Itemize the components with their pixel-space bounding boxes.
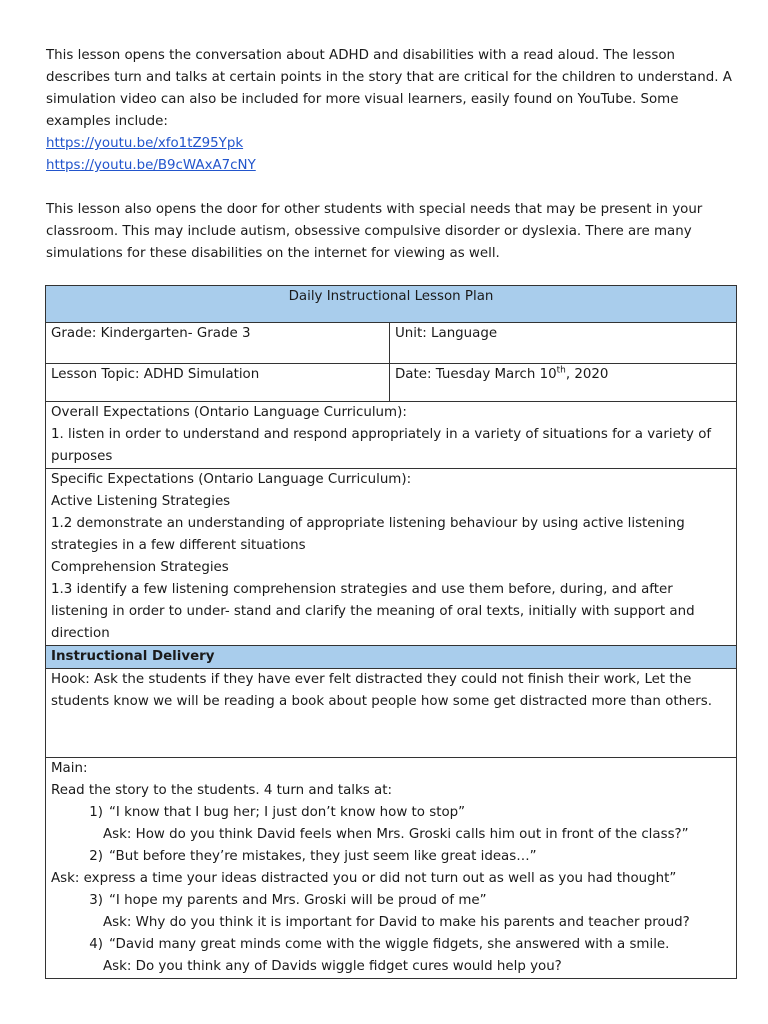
date-suffix: , 2020 — [565, 367, 609, 382]
item-ask: Ask: Why do you think it is important for David to make his parents and teacher proud? — [103, 915, 690, 930]
instructional-delivery-heading: Instructional Delivery — [46, 646, 737, 669]
main-cell — [46, 758, 737, 979]
list-item: 1) “I know that I bug her; I just don’t know how to stop” — [89, 805, 466, 820]
list-item: 3) “I hope my parents and Mrs. Groski will be proud of me” — [89, 893, 487, 908]
item-quote: “But before they’re mistakes, they just seem like great ideas…” — [109, 849, 537, 864]
overall-expectations-cell — [46, 402, 737, 469]
date-superscript: th — [556, 365, 566, 376]
grade-cell: Grade: Kindergarten- Grade 3 — [46, 323, 390, 364]
date-prefix: Date: Tuesday March 10 — [395, 367, 557, 382]
item-ask: Ask: express a time your ideas distracted you or did not turn out as well as you had thought” — [51, 871, 677, 886]
specific-heading: Specific Expectations (Ontario Language Curriculum): — [51, 472, 412, 487]
lesson-plan-table — [45, 285, 737, 979]
list-item: 2) “But before they’re mistakes, they just seem like great ideas…” — [89, 849, 537, 864]
hook-cell — [46, 669, 737, 758]
item-quote: “I hope my parents and Mrs. Groski will be proud of me” — [109, 893, 487, 908]
hook-text: Hook: Ask the students if they have ever felt distracted they could not finish their work, Let the students know we will be reading a book about people how some get distracted more than others. — [51, 672, 713, 709]
specific-expectations-cell — [46, 469, 737, 646]
item-ask: Ask: How do you think David feels when Mrs. Groski calls him out in front of the class?” — [103, 827, 689, 842]
intro-section — [46, 45, 736, 265]
youtube-link-2[interactable]: https://youtu.be/B9cWAxA7cNY — [46, 158, 256, 173]
date-cell — [390, 364, 737, 402]
topic-cell: Lesson Topic: ADHD Simulation — [46, 364, 390, 402]
item-quote: “I know that I bug her; I just don’t know how to stop” — [109, 805, 466, 820]
item-quote: “David many great minds come with the wiggle fidgets, she answered with a smile. — [109, 937, 670, 952]
overall-heading: Overall Expectations (Ontario Language Curriculum): — [51, 405, 407, 420]
intro-paragraph-2: This lesson also opens the door for other students with special needs that may be present in your classroom. This may include autism, obsessive compulsive disorder or dyslexia. There are many simulations for these disabilities on the internet for viewing as well. — [46, 202, 703, 261]
main-label: Main: — [51, 761, 88, 776]
unit-cell: Unit: Language — [390, 323, 737, 364]
item-ask: Ask: Do you think any of Davids wiggle fidget cures would help you? — [103, 959, 562, 974]
main-intro: Read the story to the students. 4 turn and talks at: — [51, 783, 392, 798]
specific-subheading-2: Comprehension Strategies — [51, 560, 229, 575]
intro-paragraph-1: This lesson opens the conversation about ADHD and disabilities with a read aloud. The lesson describes turn and talks at certain points in the story that are critical for the children to understand. A simulation video can also be included for more visual learners, easily found on YouTube. Some examples include: — [46, 48, 732, 129]
youtube-link-1[interactable]: https://youtu.be/xfo1tZ95Ypk — [46, 136, 244, 151]
specific-text-2: 1.3 identify a few listening comprehension strategies and use them before, during, and after listening in order to under- stand and clarify the meaning of oral texts, initially with support and direction — [51, 582, 695, 641]
specific-text-1: 1.2 demonstrate an understanding of appropriate listening behaviour by using active listening strategies in a few different situations — [51, 516, 685, 553]
overall-text: 1. listen in order to understand and respond appropriately in a variety of situations for a variety of purposes — [51, 427, 712, 464]
plan-title: Daily Instructional Lesson Plan — [46, 286, 737, 323]
list-item: 4) “David many great minds come with the wiggle fidgets, she answered with a smile. — [89, 937, 670, 952]
specific-subheading-1: Active Listening Strategies — [51, 494, 231, 509]
